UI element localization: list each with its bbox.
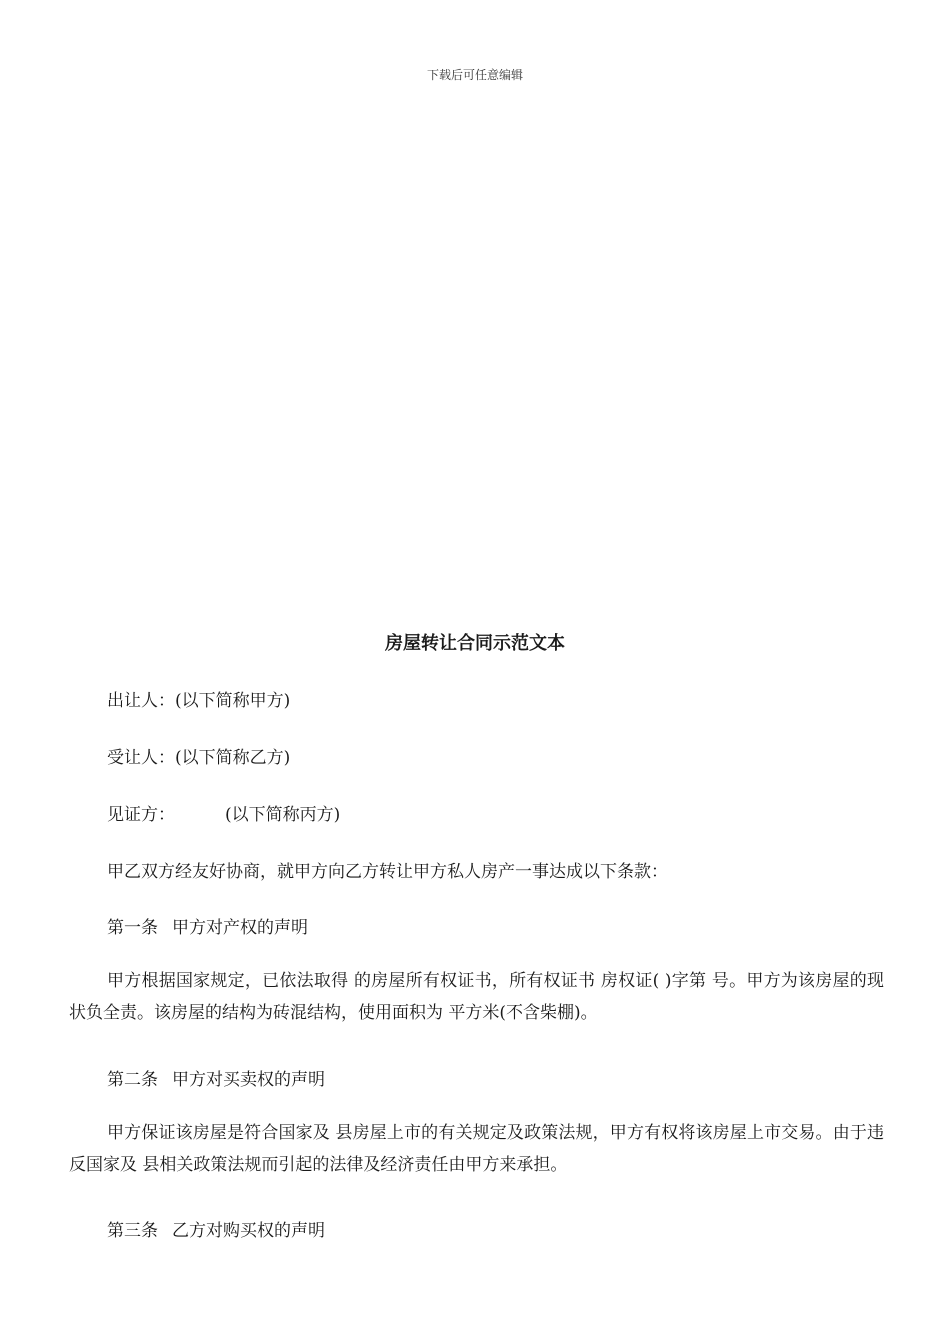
article-2-body: 甲方保证该房屋是符合国家及 县房屋上市的有关规定及政策法规，甲方有权将该房屋上市交易。由于违反国家及 县相关政策法规而引起的法律及经济责任由甲方来承担。 (69, 1123, 884, 1175)
seller-note: (以下简称甲方) (175, 691, 291, 711)
article-3-number: 第三条 (107, 1221, 158, 1241)
buyer-note: (以下简称乙方) (175, 748, 291, 768)
buyer-label: 受让人： (107, 748, 175, 768)
article-1-number: 第一条 (107, 918, 158, 938)
article-3-heading (107, 1216, 325, 1241)
buyer-line (107, 743, 290, 768)
page-header-note: 下载后可任意编辑 (426, 68, 523, 82)
article-2-title: 甲方对买卖权的声明 (172, 1070, 325, 1090)
document-title: 房屋转让合同示范文本 (385, 633, 565, 654)
article-2-number: 第二条 (107, 1070, 158, 1090)
preamble: 甲乙双方经友好协商，就甲方向乙方转让甲方私人房产一事达成以下条款： (107, 862, 668, 882)
article-2-heading (107, 1065, 325, 1090)
seller-line (107, 686, 290, 711)
witness-label: 见证方： (107, 805, 175, 825)
article-1-title: 甲方对产权的声明 (172, 918, 308, 938)
article-1-heading (107, 913, 308, 938)
article-3-title: 乙方对购买权的声明 (172, 1221, 325, 1241)
witness-note: (以下简称丙方) (225, 805, 341, 825)
article-1-body: 甲方根据国家规定，已依法取得 的房屋所有权证书，所有权证书 房权证( )字第 号。甲方为该房屋的现状负全责。该房屋的结构为砖混结构，使用面积为 平方米(不含柴棚)。 (69, 971, 884, 1023)
witness-line (107, 800, 340, 825)
seller-label: 出让人： (107, 691, 175, 711)
